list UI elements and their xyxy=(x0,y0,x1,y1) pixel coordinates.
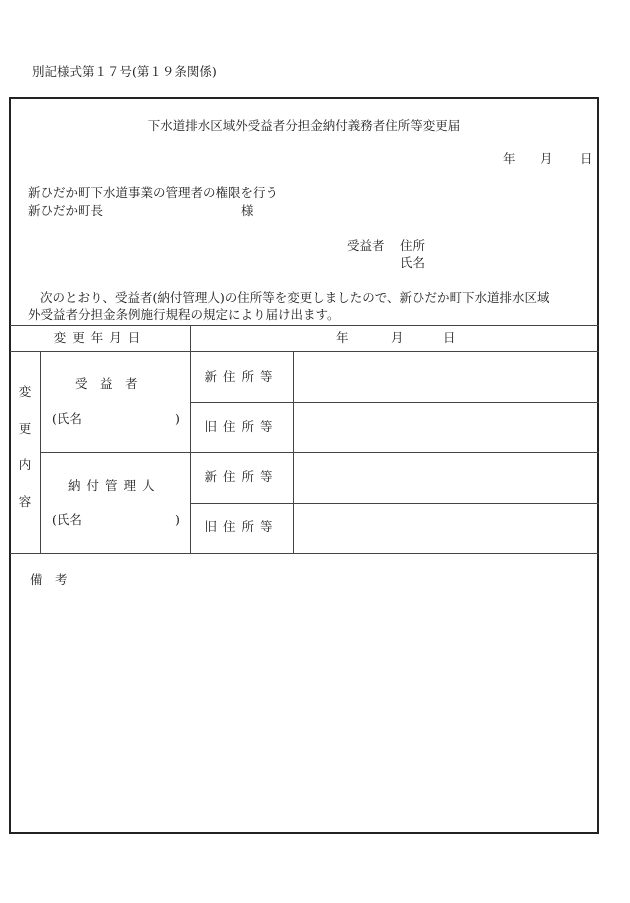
addressee-honorific: 様 xyxy=(241,203,254,218)
date-month-label: 月 xyxy=(540,151,553,166)
change-date-label: 変更年月日 xyxy=(53,330,147,345)
payment-manager-old-address-field[interactable] xyxy=(294,504,598,553)
side-label-char: 容 xyxy=(18,493,32,509)
payment-manager-new-address-label: 新住所等 xyxy=(204,469,279,484)
addressee-line2: 新ひだか町長 xyxy=(28,203,104,218)
payment-manager-name-suffix: ) xyxy=(175,512,180,527)
beneficiary-old-address-label: 旧住所等 xyxy=(204,419,279,434)
table-bottom-border xyxy=(10,553,599,554)
beneficiary-new-address-label: 新住所等 xyxy=(204,369,279,384)
payment-manager-name-prefix: (氏名 xyxy=(52,512,82,527)
body-text-line1: 次のとおり、受益者(納付管理人)の住所等を変更しましたので、新ひだか町下水道排水区域 xyxy=(40,290,550,305)
beneficiary-label: 受 益 者 xyxy=(75,376,138,391)
form-id-label: 別記様式第１７号(第１９条関係) xyxy=(32,64,217,79)
applicant-role-label: 受益者 xyxy=(347,238,385,253)
form-title: 下水道排水区域外受益者分担金納付義務者住所等変更届 xyxy=(147,118,461,133)
side-label-divider xyxy=(40,351,41,553)
beneficiary-name-suffix: ) xyxy=(175,411,180,426)
remarks-label: 備 考 xyxy=(30,572,68,587)
change-date-day: 日 xyxy=(443,330,456,345)
date-day-label: 日 xyxy=(580,151,593,166)
side-label-char: 更 xyxy=(18,420,32,436)
change-date-month: 月 xyxy=(391,330,404,345)
side-label-char: 内 xyxy=(18,457,32,472)
beneficiary-old-address-field[interactable] xyxy=(294,403,598,452)
label-column-divider xyxy=(190,325,191,553)
payment-manager-label: 納付管理人 xyxy=(68,478,161,493)
date-year-label: 年 xyxy=(503,151,516,166)
remarks-field[interactable] xyxy=(12,592,597,830)
applicant-name-label: 氏名 xyxy=(400,255,426,270)
beneficiary-name-prefix: (氏名 xyxy=(52,411,82,426)
applicant-address-label: 住所 xyxy=(400,238,426,253)
table-top-border xyxy=(10,325,599,326)
payment-manager-new-address-field[interactable] xyxy=(294,453,598,503)
change-date-year: 年 xyxy=(336,330,349,345)
body-text-line2: 外受益者分担金条例施行規程の規定により届け出ます。 xyxy=(28,307,340,322)
change-content-side-label xyxy=(18,386,32,532)
payment-manager-old-address-label: 旧住所等 xyxy=(204,519,279,534)
addressee-line1: 新ひだか町下水道事業の管理者の権限を行う xyxy=(28,185,279,200)
beneficiary-new-address-field[interactable] xyxy=(294,352,598,402)
side-label-char: 変 xyxy=(18,384,32,399)
